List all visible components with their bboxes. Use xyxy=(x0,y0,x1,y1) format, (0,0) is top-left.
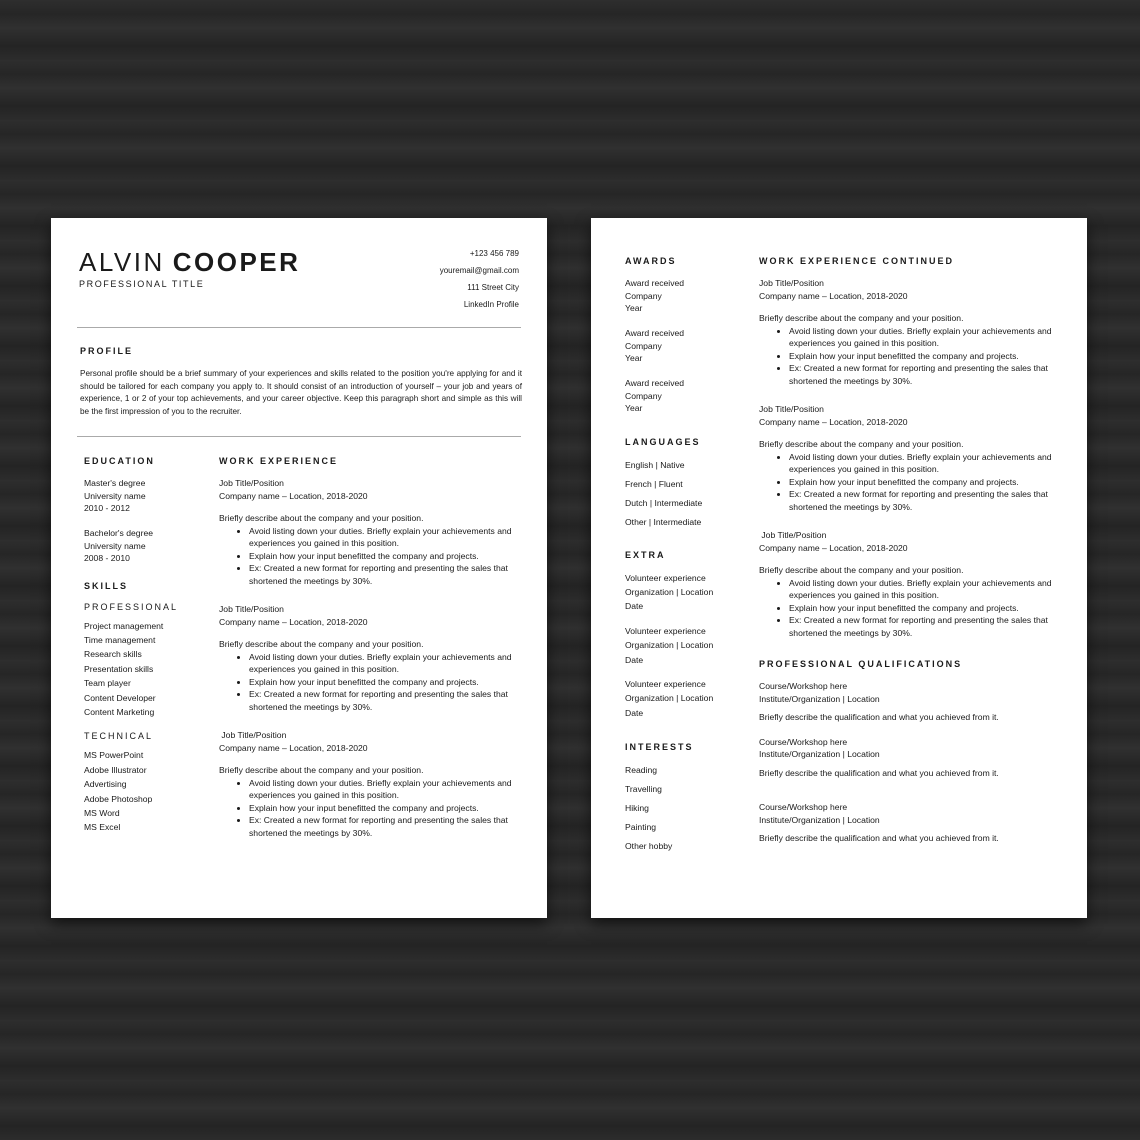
job-bullets xyxy=(219,777,519,840)
job-company: Company name – Location, 2018-2020 xyxy=(219,742,368,753)
extra-name: Volunteer experience xyxy=(625,625,706,636)
extra-date: Date xyxy=(625,654,644,665)
job-description: Briefly describe about the company and your position. xyxy=(759,565,964,575)
degree: Bachelor's degree xyxy=(84,528,154,538)
bullet-item: • Ex: Created a new format for reporting and presenting the sales that shortened the meetings by 30%. xyxy=(249,814,519,839)
right-column xyxy=(759,256,1064,845)
divider xyxy=(77,327,521,328)
job-entry xyxy=(219,477,519,587)
qualification-desc: Briefly describe the qualification and what you achieved from it. xyxy=(759,767,999,778)
list-item: Adobe Photoshop xyxy=(84,793,153,804)
name-first: ALVIN xyxy=(79,247,165,277)
job-title: Job Title/Position xyxy=(759,278,824,288)
list-item: MS Word xyxy=(84,807,120,818)
job-entry xyxy=(759,277,1064,387)
bullet-item: • Ex: Created a new format for reporting and presenting the sales that shortened the meetings by 30%. xyxy=(789,614,1064,639)
job-entry xyxy=(759,529,1064,639)
bullet-item: • Explain how your input benefitted the company and projects. xyxy=(249,550,519,563)
degree: Master's degree xyxy=(84,478,146,488)
bullet-item: • Avoid listing down your duties. Briefly explain your achievements and experiences you gained in this position. xyxy=(249,777,519,802)
job-title: Job Title/Position xyxy=(219,730,287,740)
award-year: Year xyxy=(625,403,643,413)
bullet-item: • Explain how your input benefitted the company and projects. xyxy=(789,476,1064,489)
education-item xyxy=(84,527,204,565)
professional-title: PROFESSIONAL TITLE xyxy=(79,279,205,289)
education-item xyxy=(84,477,204,515)
list-item: Project management xyxy=(84,620,164,631)
bullet-item: • Ex: Created a new format for reporting and presenting the sales that shortened the meetings by 30%. xyxy=(789,488,1064,513)
bullet-item: • Ex: Created a new format for reporting and presenting the sales that shortened the meetings by 30%. xyxy=(789,362,1064,387)
bullet-item: • Explain how your input benefitted the company and projects. xyxy=(789,350,1064,363)
award-year: Year xyxy=(625,303,643,313)
job-company: Company name – Location, 2018-2020 xyxy=(219,490,368,501)
award-item xyxy=(625,277,750,315)
job-bullets xyxy=(759,451,1064,514)
list-item: Hiking xyxy=(625,803,649,814)
bullet-item: • Explain how your input benefitted the company and projects. xyxy=(789,602,1064,615)
job-description: Briefly describe about the company and your position. xyxy=(219,765,424,775)
list-item: French | Fluent xyxy=(625,478,683,489)
list-item: English | Native xyxy=(625,459,685,470)
list-item: MS Excel xyxy=(84,822,121,833)
course: Course/Workshop here xyxy=(759,802,848,812)
job-description: Briefly describe about the company and your position. xyxy=(219,513,424,523)
years: 2008 - 2010 xyxy=(84,553,130,563)
list-item: Content Marketing xyxy=(84,706,155,717)
awards-heading: AWARDS xyxy=(625,256,677,266)
education-heading: EDUCATION xyxy=(84,456,155,466)
list-item: Other | Intermediate xyxy=(625,516,702,527)
bullet-item: • Explain how your input benefitted the company and projects. xyxy=(249,676,519,689)
bullet-item: • Avoid listing down your duties. Briefly explain your achievements and experiences you gained in this position. xyxy=(789,577,1064,602)
job-company: Company name – Location, 2018-2020 xyxy=(219,616,368,627)
qualification-desc: Briefly describe the qualification and what you achieved from it. xyxy=(759,833,999,843)
list-item: Team player xyxy=(84,678,131,689)
candidate-name xyxy=(79,246,300,278)
list-item: Dutch | Intermediate xyxy=(625,497,703,508)
award-company: Company xyxy=(625,340,662,351)
extra-name: Volunteer experience xyxy=(625,678,706,689)
award-name: Award received xyxy=(625,328,685,338)
award-company: Company xyxy=(625,290,662,301)
list-item: Adobe Illustrator xyxy=(84,764,147,775)
list-item: Reading xyxy=(625,765,658,776)
interests-list xyxy=(625,761,750,856)
job-bullets xyxy=(219,651,519,714)
list-item: MS PowerPoint xyxy=(84,750,144,761)
qualification-item xyxy=(759,680,1064,724)
list-item: Other hobby xyxy=(625,841,673,852)
interests-heading: INTERESTS xyxy=(625,742,694,753)
languages-list xyxy=(625,456,750,532)
technical-skills-list xyxy=(84,748,204,834)
resume-page-2 xyxy=(591,218,1087,918)
bullet-item: • Ex: Created a new format for reporting and presenting the sales that shortened the meetings by 30%. xyxy=(249,562,519,587)
institute: Institute/Organization | Location xyxy=(759,693,880,704)
school: University name xyxy=(84,540,146,551)
award-name: Award received xyxy=(625,278,685,288)
extra-org: Organization | Location xyxy=(625,586,714,597)
extra-item xyxy=(625,677,750,720)
name-last: COOPER xyxy=(172,247,301,277)
work-experience-heading: WORK EXPERIENCE xyxy=(219,456,339,466)
professional-skills-list xyxy=(84,619,204,720)
list-item: Painting xyxy=(625,822,657,833)
job-company: Company name – Location, 2018-2020 xyxy=(759,290,908,301)
list-item: Presentation skills xyxy=(84,663,154,674)
extra-org: Organization | Location xyxy=(625,640,714,651)
school: University name xyxy=(84,490,146,501)
skills-heading: SKILLS xyxy=(84,580,129,591)
job-entry xyxy=(219,729,519,839)
qualification-item xyxy=(759,801,1064,845)
extra-name: Volunteer experience xyxy=(625,572,706,583)
job-title: Job Title/Position xyxy=(219,604,284,614)
contact-address: 111 Street City xyxy=(467,283,519,292)
extra-date: Date xyxy=(625,707,644,718)
extra-date: Date xyxy=(625,601,644,612)
course: Course/Workshop here xyxy=(759,681,848,691)
job-bullets xyxy=(759,325,1064,388)
bullet-item: • Avoid listing down your duties. Briefly explain your achievements and experiences you gained in this position. xyxy=(249,525,519,550)
award-item xyxy=(625,327,750,365)
work-experience-section xyxy=(219,456,519,839)
job-title: Job Title/Position xyxy=(759,530,827,540)
job-entry xyxy=(219,603,519,713)
extra-item xyxy=(625,624,750,667)
bullet-item: • Explain how your input benefitted the company and projects. xyxy=(249,802,519,815)
job-bullets xyxy=(759,577,1064,640)
resume-page-1 xyxy=(51,218,547,918)
list-item: Advertising xyxy=(84,779,127,790)
job-company: Company name – Location, 2018-2020 xyxy=(759,416,908,427)
professional-skills-heading: PROFESSIONAL xyxy=(84,601,179,612)
award-item xyxy=(625,377,750,415)
qualifications-heading: PROFESSIONAL QUALIFICATIONS xyxy=(759,659,963,669)
job-company: Company name – Location, 2018-2020 xyxy=(759,542,908,553)
contact-email: youremail@gmail.com xyxy=(439,266,519,275)
left-column xyxy=(84,456,204,835)
job-title: Job Title/Position xyxy=(759,404,824,414)
award-year: Year xyxy=(625,353,643,363)
award-name: Award received xyxy=(625,378,685,388)
contact-linkedin: LinkedIn Profile xyxy=(463,300,519,309)
qualification-item xyxy=(759,736,1064,780)
profile-text: Personal profile should be a brief summary of your experiences and skills related to the position you're applying for and it should be tailored for each company you apply to. It should consist of an introduction of yourself – your job and years of experience, 1 or 2 of your top achievements, and your career objective. Keep this paragraph short and simple as this will be the first impression of you to the recruiter. xyxy=(80,369,522,416)
divider xyxy=(77,436,521,437)
extra-heading: EXTRA xyxy=(625,549,666,560)
contact-phone: +123 456 789 xyxy=(469,249,519,258)
left-column xyxy=(625,256,750,856)
job-description: Briefly describe about the company and your position. xyxy=(759,439,964,449)
job-entry xyxy=(759,403,1064,513)
bullet-item: • Avoid listing down your duties. Briefly explain your achievements and experiences you gained in this position. xyxy=(249,651,519,676)
languages-heading: LANGUAGES xyxy=(625,436,701,447)
institute: Institute/Organization | Location xyxy=(759,749,880,759)
years: 2010 - 2012 xyxy=(84,503,130,513)
bullet-item: • Avoid listing down your duties. Briefly explain your achievements and experiences you gained in this position. xyxy=(789,325,1064,350)
job-description: Briefly describe about the company and your position. xyxy=(219,639,424,649)
list-item: Content Developer xyxy=(84,692,156,703)
list-item: Time management xyxy=(84,634,156,645)
qualification-desc: Briefly describe the qualification and what you achieved from it. xyxy=(759,712,999,722)
job-title: Job Title/Position xyxy=(219,478,284,488)
job-description: Briefly describe about the company and your position. xyxy=(759,313,964,323)
work-continued-heading: WORK EXPERIENCE CONTINUED xyxy=(759,256,955,266)
bullet-item: • Avoid listing down your duties. Briefly explain your achievements and experiences you gained in this position. xyxy=(789,451,1064,476)
job-bullets xyxy=(219,525,519,588)
bullet-item: • Ex: Created a new format for reporting and presenting the sales that shortened the meetings by 30%. xyxy=(249,688,519,713)
award-company: Company xyxy=(625,390,662,401)
list-item: Research skills xyxy=(84,649,142,660)
list-item: Travelling xyxy=(625,784,662,795)
extra-item xyxy=(625,571,750,614)
contact-block xyxy=(440,245,519,313)
profile-heading: PROFILE xyxy=(80,346,134,356)
technical-skills-heading: TECHNICAL xyxy=(84,731,154,742)
extra-org: Organization | Location xyxy=(625,693,714,704)
course: Course/Workshop here xyxy=(759,736,848,747)
institute: Institute/Organization | Location xyxy=(759,814,880,825)
